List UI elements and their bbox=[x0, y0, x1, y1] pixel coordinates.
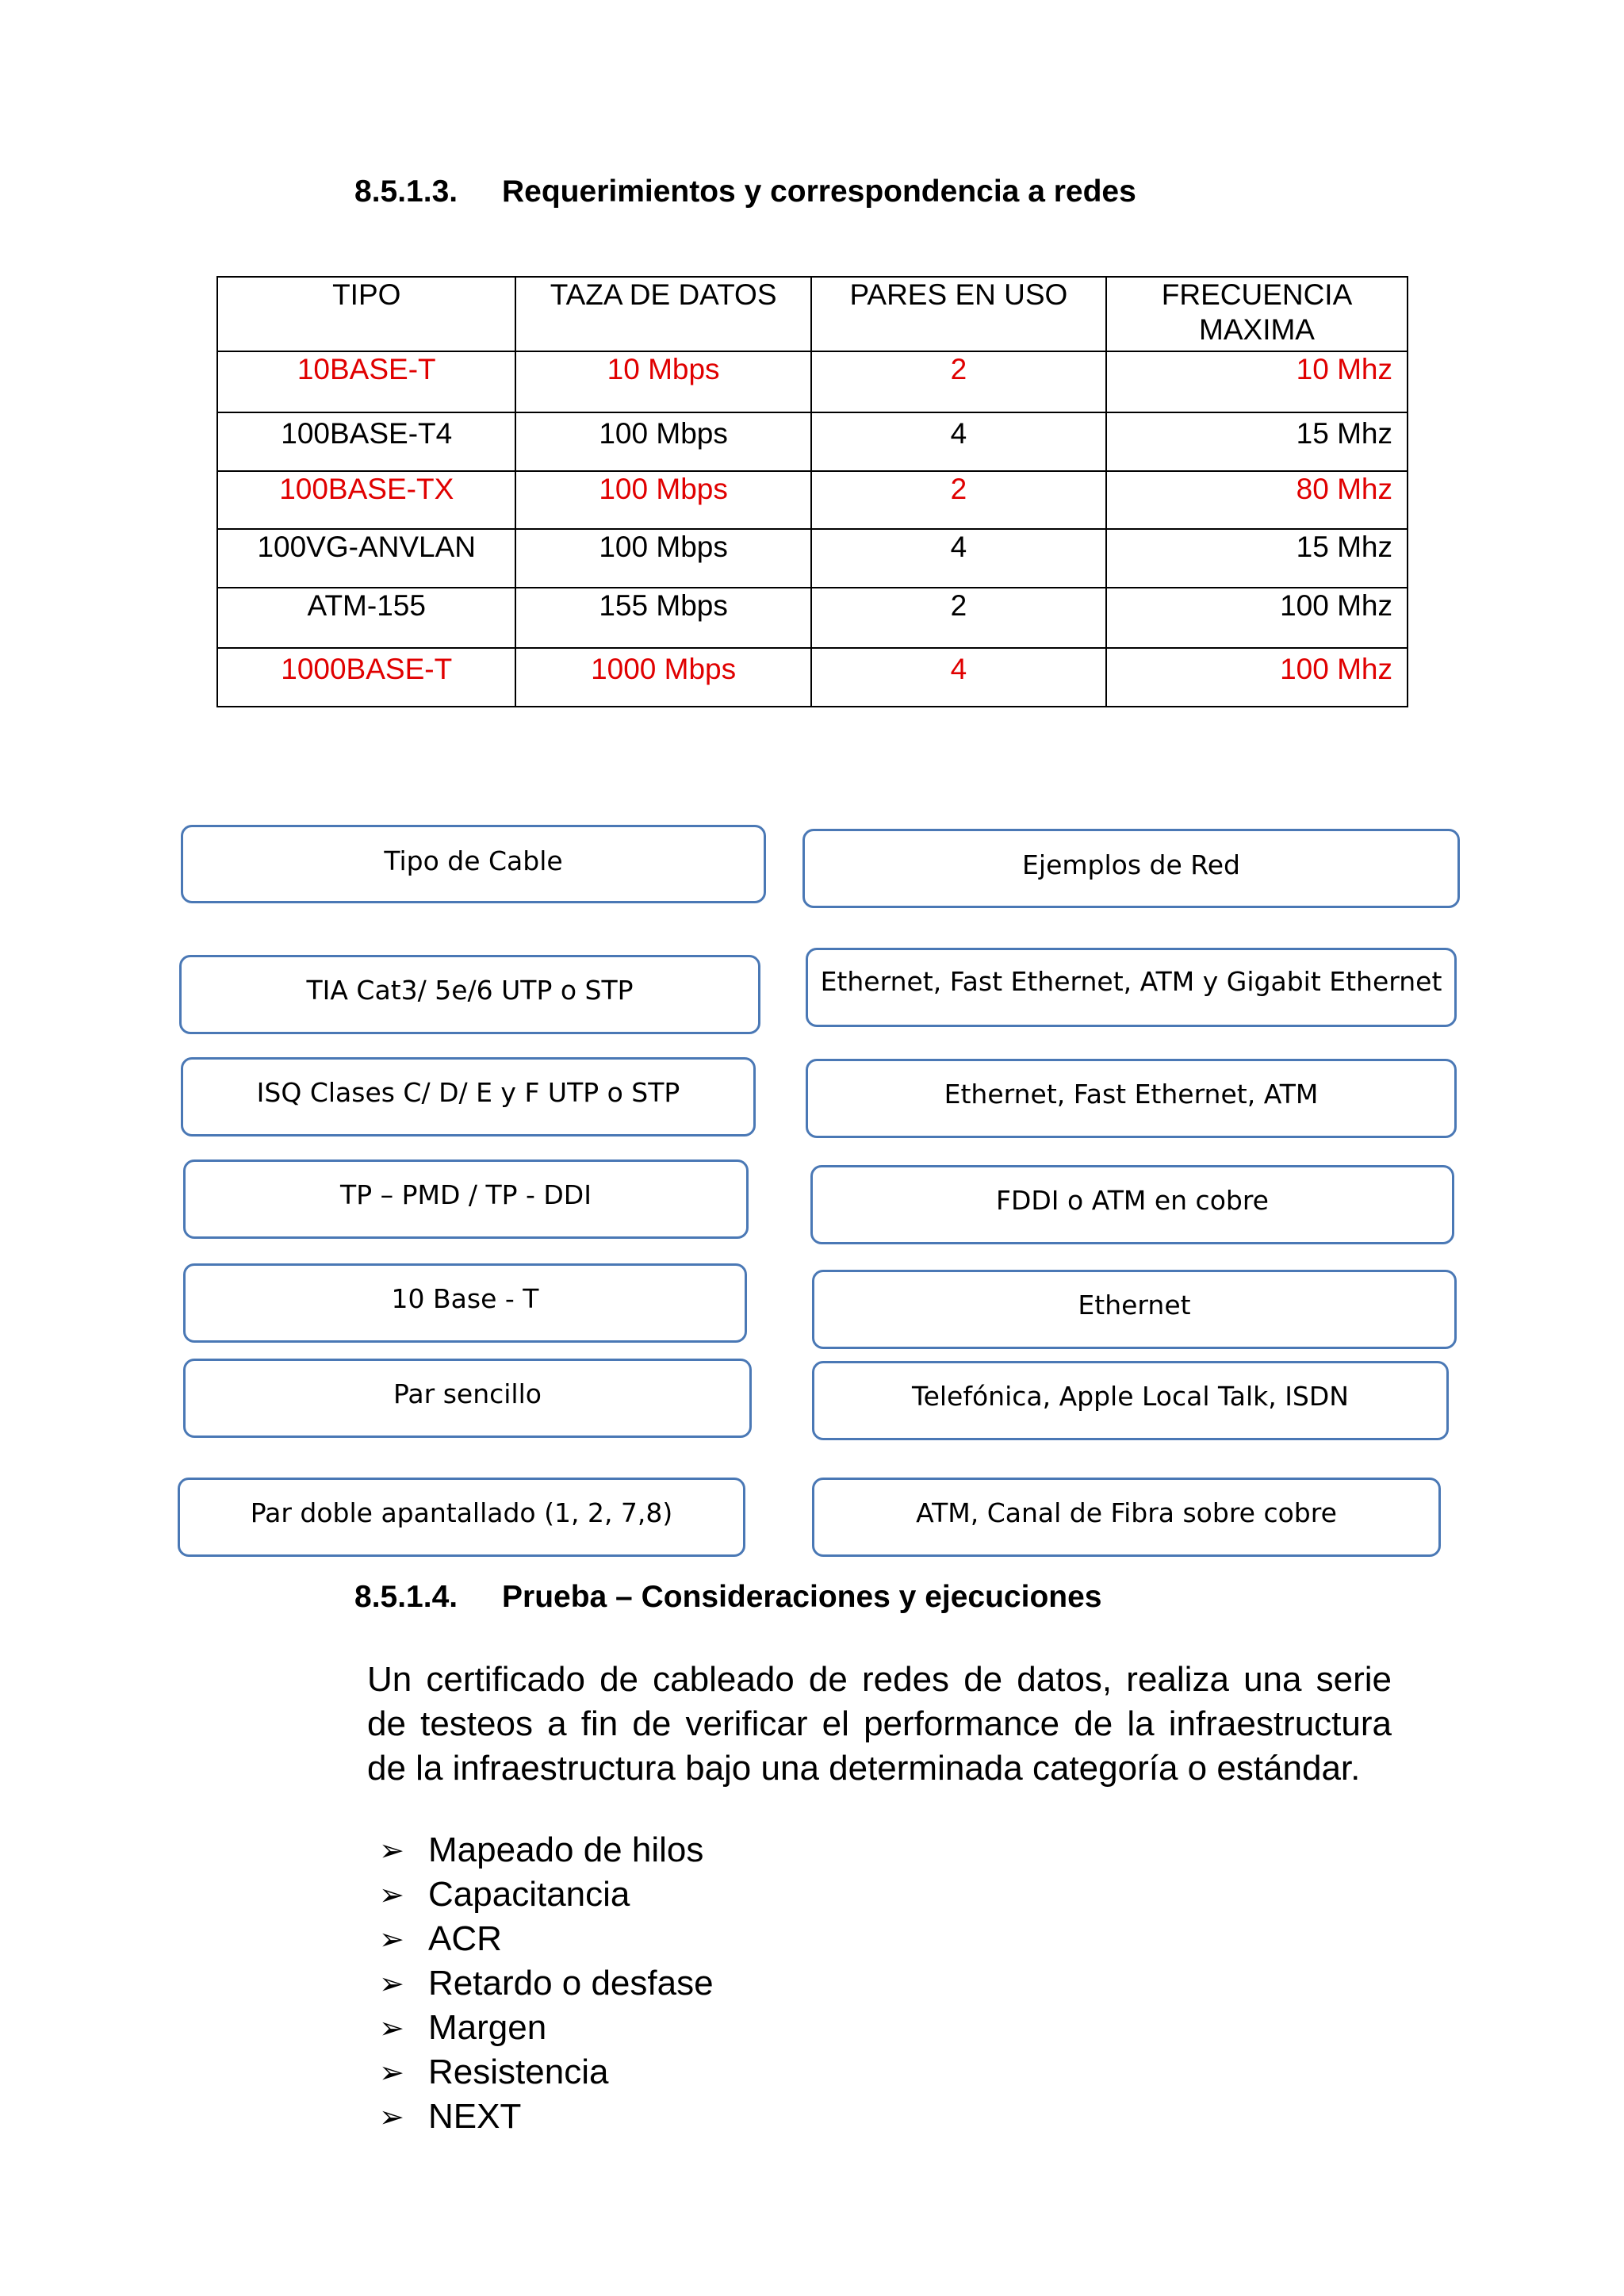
cable-type-header-box bbox=[181, 825, 766, 903]
network-example-box bbox=[812, 1361, 1449, 1440]
header-pares: PARES EN USO bbox=[811, 277, 1106, 351]
network-example-box bbox=[812, 1478, 1441, 1557]
arrow-bullet-icon: ➢ bbox=[379, 2099, 404, 2134]
network-example-box bbox=[812, 1270, 1457, 1349]
list-item-label: NEXT bbox=[428, 2097, 522, 2136]
table-row bbox=[217, 588, 1408, 648]
cable-type-box bbox=[181, 1057, 756, 1137]
cell-frecuencia: 15 Mhz bbox=[1106, 412, 1408, 471]
cell-taza: 10 Mbps bbox=[515, 351, 810, 412]
cell-pares: 2 bbox=[811, 588, 1106, 648]
cell-tipo: 1000BASE-T bbox=[217, 648, 515, 707]
network-example-label: Ethernet, Fast Ethernet, ATM y Gigabit Ethernet bbox=[820, 966, 1442, 997]
cable-type-box bbox=[179, 955, 760, 1034]
network-example-label: Ethernet bbox=[1078, 1290, 1191, 1320]
network-example-box bbox=[806, 948, 1457, 1027]
section-number: 8.5.1.3. bbox=[354, 174, 458, 209]
network-example-label: FDDI o ATM en cobre bbox=[996, 1185, 1269, 1216]
table-row bbox=[217, 471, 1408, 529]
cell-frecuencia: 80 Mhz bbox=[1106, 471, 1408, 529]
cell-pares: 4 bbox=[811, 412, 1106, 471]
section-title: Requerimientos y correspondencia a redes bbox=[502, 174, 1136, 209]
cable-type-header: Tipo de Cable bbox=[384, 845, 563, 876]
list-item bbox=[379, 2006, 714, 2050]
network-example-label: Telefónica, Apple Local Talk, ISDN bbox=[912, 1381, 1349, 1412]
table-row bbox=[217, 648, 1408, 707]
cell-tipo: ATM-155 bbox=[217, 588, 515, 648]
cable-type-box bbox=[178, 1478, 745, 1557]
arrow-bullet-icon: ➢ bbox=[379, 2010, 404, 2045]
list-item-label: Capacitancia bbox=[428, 1875, 630, 1914]
cell-taza: 1000 Mbps bbox=[515, 648, 810, 707]
cable-type-box bbox=[183, 1159, 749, 1239]
tests-list bbox=[379, 1828, 714, 2139]
section-number: 8.5.1.4. bbox=[354, 1580, 458, 1614]
cell-taza: 100 Mbps bbox=[515, 471, 810, 529]
cable-type-label: 10 Base - T bbox=[391, 1283, 539, 1314]
cell-frecuencia: 15 Mhz bbox=[1106, 529, 1408, 588]
network-example-label: ATM, Canal de Fibra sobre cobre bbox=[916, 1497, 1337, 1528]
arrow-bullet-icon: ➢ bbox=[379, 2055, 404, 2090]
header-taza: TAZA DE DATOS bbox=[515, 277, 810, 351]
list-item bbox=[379, 2095, 714, 2139]
table-row bbox=[217, 412, 1408, 471]
header-frecuencia: FRECUENCIA MAXIMA bbox=[1106, 277, 1408, 351]
list-item-label: Margen bbox=[428, 2008, 547, 2047]
table-row bbox=[217, 529, 1408, 588]
cable-type-box bbox=[183, 1263, 747, 1343]
list-item-label: Retardo o desfase bbox=[428, 1964, 714, 2003]
section-heading-8-5-1-3 bbox=[354, 174, 1136, 209]
list-item bbox=[379, 2050, 714, 2095]
cell-frecuencia: 10 Mhz bbox=[1106, 351, 1408, 412]
cell-frecuencia: 100 Mhz bbox=[1106, 588, 1408, 648]
table-header-row bbox=[217, 277, 1408, 351]
requirements-table bbox=[216, 276, 1408, 707]
arrow-bullet-icon: ➢ bbox=[379, 1877, 404, 1912]
cell-taza: 100 Mbps bbox=[515, 529, 810, 588]
list-item bbox=[379, 1917, 714, 1961]
cell-tipo: 100VG-ANVLAN bbox=[217, 529, 515, 588]
network-example-box bbox=[806, 1059, 1457, 1138]
cell-tipo: 10BASE-T bbox=[217, 351, 515, 412]
cable-type-label: TP – PMD / TP - DDI bbox=[340, 1179, 592, 1210]
cell-pares: 2 bbox=[811, 471, 1106, 529]
list-item bbox=[379, 1828, 714, 1872]
table-row bbox=[217, 351, 1408, 412]
cell-taza: 155 Mbps bbox=[515, 588, 810, 648]
cell-tipo: 100BASE-T4 bbox=[217, 412, 515, 471]
list-item-label: Mapeado de hilos bbox=[428, 1830, 704, 1869]
section-heading-8-5-1-4 bbox=[354, 1580, 1101, 1615]
cable-type-label: Par sencillo bbox=[393, 1378, 542, 1409]
cell-pares: 4 bbox=[811, 529, 1106, 588]
cell-taza: 100 Mbps bbox=[515, 412, 810, 471]
arrow-bullet-icon: ➢ bbox=[379, 1922, 404, 1957]
list-item-label: ACR bbox=[428, 1919, 502, 1958]
cell-tipo: 100BASE-TX bbox=[217, 471, 515, 529]
arrow-bullet-icon: ➢ bbox=[379, 1966, 404, 2001]
cell-frecuencia: 100 Mhz bbox=[1106, 648, 1408, 707]
cable-type-label: ISQ Clases C/ D/ E y F UTP o STP bbox=[256, 1077, 680, 1108]
network-example-header-box bbox=[802, 829, 1460, 908]
network-example-label: Ethernet, Fast Ethernet, ATM bbox=[944, 1079, 1319, 1110]
arrow-bullet-icon: ➢ bbox=[379, 1833, 404, 1868]
list-item bbox=[379, 1872, 714, 1917]
cable-type-box bbox=[183, 1359, 752, 1438]
section-title: Prueba – Consideraciones y ejecuciones bbox=[502, 1580, 1102, 1614]
cell-pares: 4 bbox=[811, 648, 1106, 707]
network-example-header: Ejemplos de Red bbox=[1022, 849, 1240, 880]
body-paragraph: Un certificado de cableado de redes de datos, realiza una serie de testeos a fin de verificar el performance de la infraestructura de la infraestructura bajo una determinada categoría o estándar. bbox=[367, 1660, 1392, 1788]
list-item bbox=[379, 1961, 714, 2006]
cable-type-label: TIA Cat3/ 5e/6 UTP o STP bbox=[306, 975, 634, 1006]
list-item-label: Resistencia bbox=[428, 2053, 609, 2091]
header-tipo: TIPO bbox=[217, 277, 515, 351]
cable-type-label: Par doble apantallado (1, 2, 7,8) bbox=[250, 1497, 673, 1528]
network-example-box bbox=[810, 1165, 1454, 1244]
cell-pares: 2 bbox=[811, 351, 1106, 412]
